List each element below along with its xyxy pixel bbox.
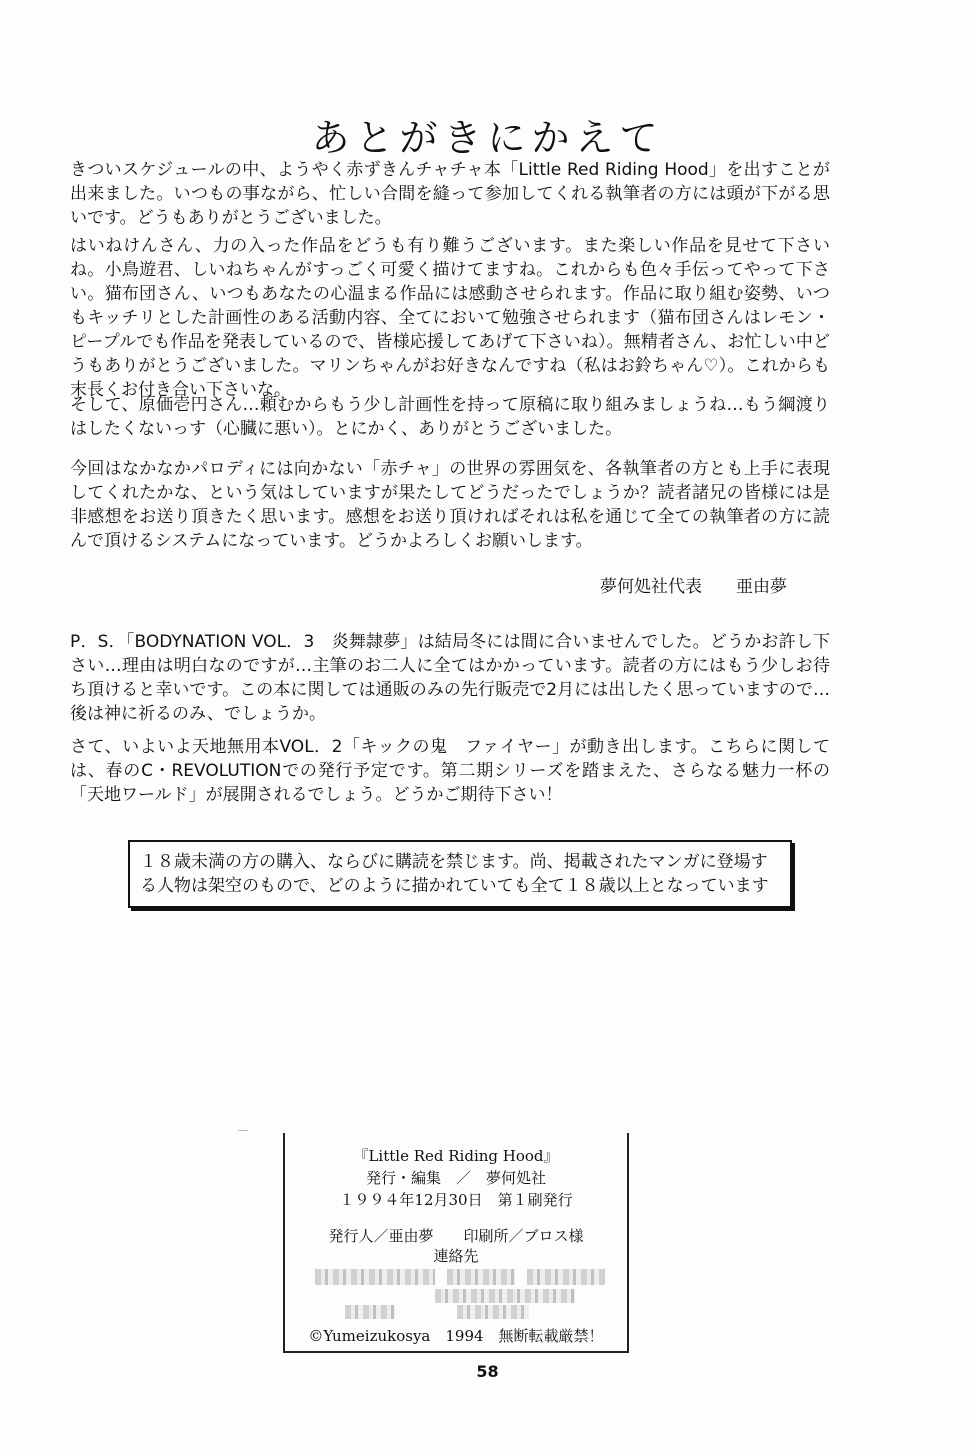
redacted-address-4 <box>435 1289 575 1303</box>
paragraph-intro: きついスケジュールの中、ようやく赤ずきんチャチャ本「Little Red Riding Hood」を出すことが出来ました。いつもの事ながら、忙しい合間を縫って参加してくれる執筆者の方には頭が下がる思いです。どうもありがとうございました。 <box>70 160 830 228</box>
postscript-tenchi: さて、いよいよ天地無用本VOL．2「キックの鬼 ファイヤー」が動き出します。こちらに関しては、春のC・REVOLUTIONでの発行予定です。第二期シリーズを踏まえた、さらなる魅力一杯の「天地ワールド」が展開されるでしょう。どうかご期待下さい！ <box>70 737 830 805</box>
redacted-address-3 <box>527 1269 605 1285</box>
age-notice-text: １８歳未満の方の購入、ならびに購読を禁じます。尚、掲載されたマンガに登場する人物は架空のもので、どのように描かれていても全て１８歳以上となっています <box>140 852 769 896</box>
colophon-title: 『Little Red Riding Hood』 <box>353 1147 559 1165</box>
paragraph-thanks: はいねけんさん、力の入った作品をどうも有り難うございます。また楽しい作品を見せて下さいね。小鳥遊君、しいねちゃんがすっごく可愛く描けてますね。これからも色々手伝ってやって下さい。猫布団さん、いつもあなたの心温まる作品には感動させられます。作品に取り組む姿勢、いつもキッチリとした計画性のある活動内容、全てにおいて勉強させられます（猫布団さんはレモン・ピープルでも作品を発表しているので、皆様応援してあげて下さいね）。無精者さん、お忙しい中どうもありがとうございました。マリンちゃんがお好きなんですね（私はお鈴ちゃん♡）。これからも末長くお付き合い下さいな。 <box>70 236 830 400</box>
age-notice-box <box>128 840 792 908</box>
redacted-address-2 <box>447 1269 515 1285</box>
colophon-copyright: ©Yumeizukosya 1994 無断転載厳禁！ <box>308 1327 604 1345</box>
page-number: 58 <box>476 1362 499 1381</box>
crop-mark <box>238 1130 248 1131</box>
page-title: あとがきにかえて <box>311 116 664 161</box>
redacted-address-1 <box>315 1269 435 1285</box>
signature: 夢何処社代表 亜由夢 <box>600 577 787 597</box>
colophon <box>283 1133 629 1353</box>
colophon-date: １９９４年12月30日 第１刷発行 <box>339 1191 573 1209</box>
colophon-contact-label: 連絡先 <box>433 1247 479 1265</box>
paragraph-genka: そして、原価壱円さん…頼むからもう少し計画性を持って原稿に取り組みましょうね…もう綱渡りはしたくないっす（心臓に悪い）。とにかく、ありがとうございました。 <box>70 395 830 439</box>
redacted-phone-2 <box>457 1305 529 1319</box>
colophon-publisher: 発行・編集 ／ 夢何処社 <box>365 1169 546 1187</box>
postscript-bodynation: P．S．「BODYNATION VOL．3 炎舞隷夢」は結局冬には間に合いませんでした。どうかお許し下さい…理由は明白なのですが…主筆のお二人に全てはかかっています。読者の方にはもう少しお待ち頂けると幸いです。この本に関しては通販のみの先行販売で2月には出したく思っていますので…後は神に祈るのみ、でしょうか。 <box>70 632 830 724</box>
colophon-people: 発行人／亜由夢 印刷所／ブロス様 <box>328 1227 584 1245</box>
paragraph-reflection: 今回はなかなかパロディには向かない「赤チャ」の世界の雰囲気を、各執筆者の方とも上手に表現してくれたかな、という気はしていますが果たしてどうだったでしょうか？読者諸兄の皆様には是非感想をお送り頂きたく思います。感想をお送り頂ければそれは私を通じて全ての執筆者の方に読んで頂けるシステムになっています。どうかよろしくお願いします。 <box>70 459 830 551</box>
redacted-phone-1 <box>345 1305 395 1319</box>
